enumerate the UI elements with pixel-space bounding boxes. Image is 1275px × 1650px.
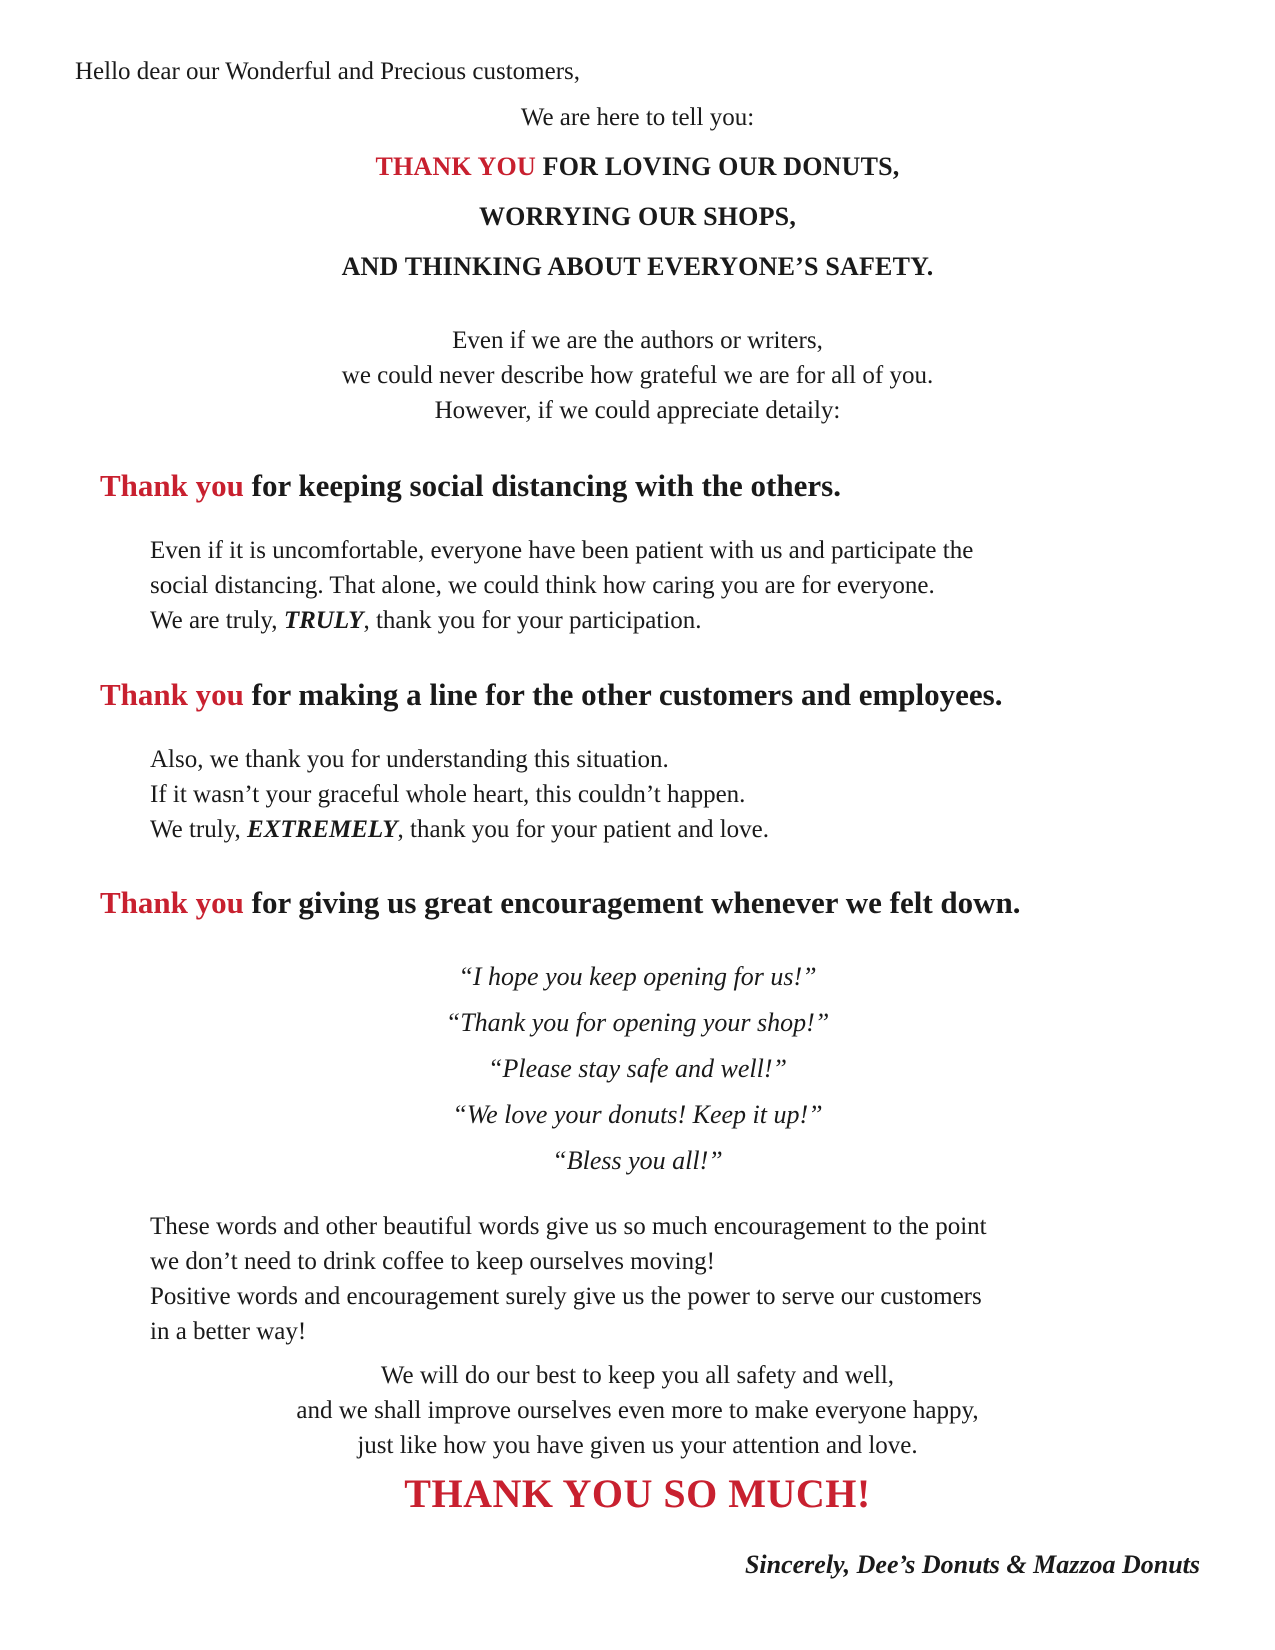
quote: “Please stay safe and well!” (488, 1054, 787, 1083)
thank-you-so-much-title: THANK YOU SO MUCH! (404, 1471, 871, 1516)
caps-thank-you: THANK YOU (375, 152, 536, 181)
heading-rest: for giving us great encouragement whenever we felt down. (243, 885, 1021, 920)
closing-paragraph (0, 1358, 1275, 1463)
paragraph-line: we don’t need to drink coffee to keep ourselves moving! (150, 1248, 715, 1275)
section-heading-encouragement (100, 885, 1021, 921)
closing-line: and we shall improve ourselves even more to make everyone happy, (296, 1397, 979, 1424)
gratitude-line: However, if we could appreciate detaily: (434, 397, 841, 424)
customer-quotes (0, 954, 1275, 1184)
section-heading-making-line (100, 677, 1002, 713)
line-after: , thank you for your participation. (363, 607, 702, 634)
caps-line-1-rest: FOR LOVING OUR DONUTS, (535, 152, 900, 181)
quote: “Thank you for opening your shop!” (445, 1008, 830, 1037)
intro-line: We are here to tell you: (520, 104, 755, 131)
section-heading-social-distancing (100, 468, 841, 504)
closing-line: just like how you have given us your attention and love. (357, 1432, 918, 1459)
paragraph-line: in a better way! (150, 1318, 307, 1345)
line-before: We truly, (150, 816, 248, 843)
caps-line-3: AND THINKING ABOUT EVERYONE’S SAFETY. (341, 252, 934, 281)
paragraph-line (150, 603, 973, 638)
caps-line-1 (0, 152, 1275, 182)
gratitude-paragraph (0, 323, 1275, 428)
heading-thank-you: Thank you (100, 677, 244, 712)
gratitude-line: we could never describe how grateful we are for all of you. (341, 362, 934, 389)
paragraph-line: Even if it is uncomfortable, everyone have been patient with us and participate the (150, 537, 974, 564)
emphasis-word: TRULY (283, 607, 364, 634)
quote: “We love your donuts! Keep it up!” (452, 1100, 823, 1129)
heading-rest: for keeping social distancing with the others. (243, 468, 841, 503)
gratitude-line: Even if we are the authors or writers, (452, 327, 823, 354)
paragraph-line: Positive words and encouragement surely give us the power to serve our customers (150, 1283, 982, 1310)
quote: “Bless you all!” (552, 1146, 723, 1175)
section-paragraph-social-distancing (150, 533, 973, 638)
encouragement-paragraph (150, 1209, 987, 1349)
emphasis-word: EXTREMELY (247, 816, 398, 843)
signature: Sincerely, Dee’s Donuts & Mazzoa Donuts (744, 1550, 1200, 1579)
paragraph-line: If it wasn’t your graceful whole heart, this couldn’t happen. (150, 781, 746, 808)
line-after: , thank you for your patient and love. (397, 816, 769, 843)
line-before: We are truly, (150, 607, 284, 634)
heading-thank-you: Thank you (100, 468, 244, 503)
paragraph-line (150, 812, 769, 847)
section-paragraph-making-line (150, 742, 769, 847)
greeting: Hello dear our Wonderful and Precious customers, (75, 58, 581, 85)
caps-line-2: WORRYING OUR SHOPS, (478, 202, 797, 231)
quote: “I hope you keep opening for us!” (458, 962, 817, 991)
paragraph-line: These words and other beautiful words give us so much encouragement to the point (150, 1213, 987, 1240)
heading-rest: for making a line for the other customers and employees. (243, 677, 1003, 712)
heading-thank-you: Thank you (100, 885, 244, 920)
closing-line: We will do our best to keep you all safety and well, (380, 1362, 895, 1389)
paragraph-line: social distancing. That alone, we could think how caring you are for everyone. (150, 572, 935, 599)
paragraph-line: Also, we thank you for understanding this situation. (150, 746, 669, 773)
